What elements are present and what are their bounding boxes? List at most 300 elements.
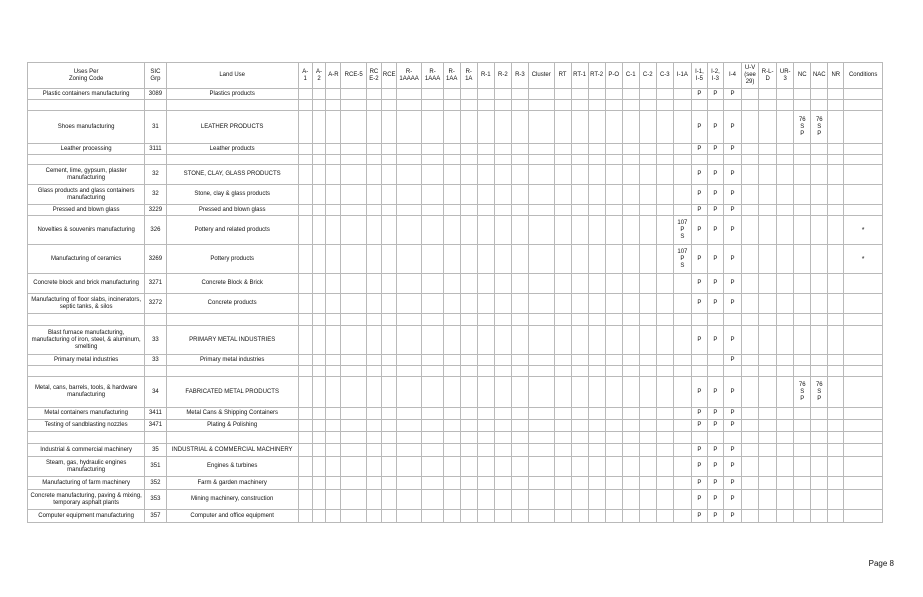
zone-cell bbox=[811, 144, 828, 155]
zone-cell bbox=[443, 314, 460, 326]
zone-cell bbox=[298, 420, 312, 432]
zone-cell bbox=[511, 294, 528, 314]
column-header: C-2 bbox=[639, 63, 656, 89]
zone-cell bbox=[639, 89, 656, 100]
zone-cell bbox=[443, 144, 460, 155]
conditions-cell bbox=[844, 89, 883, 100]
zone-cell bbox=[605, 377, 622, 408]
zone-cell bbox=[443, 274, 460, 294]
land-use-cell: PRIMARY METAL INDUSTRIES bbox=[166, 326, 298, 355]
zone-cell bbox=[622, 457, 639, 477]
zone-cell bbox=[673, 510, 691, 523]
zone-cell bbox=[588, 185, 605, 205]
zone-cell: P bbox=[707, 245, 723, 274]
zone-cell bbox=[460, 205, 477, 216]
zone-cell bbox=[794, 294, 811, 314]
zone-cell bbox=[673, 477, 691, 490]
zone-cell bbox=[759, 377, 777, 408]
zone-cell bbox=[588, 432, 605, 444]
conditions-cell bbox=[844, 432, 883, 444]
zone-cell bbox=[639, 100, 656, 111]
use-cell: Manufacturing of floor slabs, incinerators, septic tanks, & silos bbox=[28, 294, 145, 314]
zone-cell bbox=[312, 314, 326, 326]
zone-cell bbox=[298, 100, 312, 111]
zone-cell bbox=[588, 355, 605, 366]
zone-cell bbox=[656, 355, 673, 366]
zone-cell bbox=[777, 144, 794, 155]
conditions-cell bbox=[844, 274, 883, 294]
zone-cell bbox=[494, 432, 511, 444]
zone-cell bbox=[554, 294, 571, 314]
zone-cell bbox=[777, 366, 794, 377]
zone-cell bbox=[366, 366, 381, 377]
zone-cell bbox=[571, 510, 588, 523]
zone-cell bbox=[422, 89, 443, 100]
zone-cell bbox=[381, 245, 396, 274]
zone-cell bbox=[554, 185, 571, 205]
zone-cell bbox=[742, 155, 759, 165]
zone-cell bbox=[759, 205, 777, 216]
use-cell: Glass products and glass containers manufacturing bbox=[28, 185, 145, 205]
zone-cell bbox=[639, 155, 656, 165]
zone-cell bbox=[639, 216, 656, 245]
zone-cell bbox=[828, 294, 844, 314]
zone-cell bbox=[494, 111, 511, 144]
zone-cell bbox=[605, 245, 622, 274]
land-use-cell bbox=[166, 366, 298, 377]
zone-cell: P bbox=[707, 408, 723, 420]
zone-cell: P bbox=[691, 420, 707, 432]
column-header: SIC Grp bbox=[145, 63, 166, 89]
table-row bbox=[28, 314, 883, 326]
zone-cell bbox=[794, 420, 811, 432]
zone-cell bbox=[759, 477, 777, 490]
conditions-cell bbox=[844, 457, 883, 477]
zone-cell bbox=[828, 144, 844, 155]
zone-cell bbox=[605, 216, 622, 245]
zone-cell bbox=[673, 100, 691, 111]
zone-cell bbox=[511, 457, 528, 477]
column-header: R-3 bbox=[511, 63, 528, 89]
use-cell bbox=[28, 100, 145, 111]
zone-cell bbox=[326, 377, 341, 408]
zone-cell bbox=[673, 420, 691, 432]
sic-cell: 352 bbox=[145, 477, 166, 490]
zone-cell bbox=[811, 366, 828, 377]
zone-cell bbox=[381, 510, 396, 523]
zone-cell bbox=[759, 408, 777, 420]
zone-cell bbox=[656, 510, 673, 523]
land-use-cell: Pottery products bbox=[166, 245, 298, 274]
zone-cell bbox=[639, 326, 656, 355]
zone-cell bbox=[422, 294, 443, 314]
zone-cell bbox=[477, 274, 494, 294]
zone-cell bbox=[605, 205, 622, 216]
zone-cell bbox=[759, 457, 777, 477]
zone-cell bbox=[381, 144, 396, 155]
zone-cell bbox=[396, 457, 422, 477]
zone-cell: P bbox=[707, 144, 723, 155]
zone-cell bbox=[794, 432, 811, 444]
zone-cell bbox=[298, 432, 312, 444]
zone-cell bbox=[571, 420, 588, 432]
zone-cell bbox=[396, 408, 422, 420]
zone-cell bbox=[477, 408, 494, 420]
zone-cell bbox=[605, 490, 622, 510]
conditions-cell bbox=[844, 477, 883, 490]
zone-cell bbox=[326, 100, 341, 111]
table-row bbox=[28, 490, 883, 510]
zone-cell bbox=[759, 245, 777, 274]
zone-cell bbox=[312, 490, 326, 510]
zone-cell bbox=[794, 490, 811, 510]
sic-cell: 3272 bbox=[145, 294, 166, 314]
zone-cell bbox=[794, 165, 811, 185]
zone-cell bbox=[691, 155, 707, 165]
sic-cell: 32 bbox=[145, 165, 166, 185]
zone-cell: P bbox=[723, 457, 741, 477]
use-cell: Manufacturing of ceramics bbox=[28, 245, 145, 274]
zone-cell bbox=[554, 100, 571, 111]
zone-cell bbox=[366, 420, 381, 432]
column-header: NR bbox=[828, 63, 844, 89]
zone-cell bbox=[554, 245, 571, 274]
zone-cell bbox=[622, 377, 639, 408]
zone-cell bbox=[673, 144, 691, 155]
sic-cell: 357 bbox=[145, 510, 166, 523]
table-row bbox=[28, 185, 883, 205]
zone-cell bbox=[298, 165, 312, 185]
conditions-cell bbox=[844, 444, 883, 457]
table-row bbox=[28, 326, 883, 355]
zone-cell bbox=[460, 408, 477, 420]
zone-cell bbox=[742, 408, 759, 420]
zone-cell bbox=[326, 490, 341, 510]
zone-cell: P bbox=[707, 490, 723, 510]
zone-cell bbox=[673, 355, 691, 366]
zone-cell bbox=[571, 245, 588, 274]
zone-cell bbox=[794, 205, 811, 216]
zone-cell: P bbox=[723, 355, 741, 366]
sic-cell: 33 bbox=[145, 326, 166, 355]
zone-cell bbox=[811, 185, 828, 205]
zone-cell: 76 S P bbox=[811, 111, 828, 144]
zone-cell bbox=[554, 432, 571, 444]
sic-cell: 326 bbox=[145, 216, 166, 245]
zone-cell: P bbox=[707, 510, 723, 523]
zone-cell bbox=[366, 377, 381, 408]
zone-cell bbox=[366, 408, 381, 420]
zone-cell bbox=[639, 185, 656, 205]
zone-cell bbox=[396, 294, 422, 314]
zone-cell bbox=[554, 366, 571, 377]
use-cell: Manufacturing of farm machinery bbox=[28, 477, 145, 490]
zone-cell bbox=[605, 155, 622, 165]
zone-cell bbox=[759, 111, 777, 144]
use-cell: Blast furnace manufacturing, manufacturing of iron, steel, & aluminum, smelting bbox=[28, 326, 145, 355]
zone-cell bbox=[571, 314, 588, 326]
zone-cell bbox=[366, 457, 381, 477]
sic-cell: 3089 bbox=[145, 89, 166, 100]
zone-cell bbox=[511, 274, 528, 294]
zone-cell bbox=[494, 420, 511, 432]
zone-cell bbox=[396, 377, 422, 408]
use-cell: Cement, lime, gypsum, plaster manufacturing bbox=[28, 165, 145, 185]
zone-cell bbox=[494, 205, 511, 216]
zone-cell bbox=[443, 111, 460, 144]
conditions-cell bbox=[844, 355, 883, 366]
zone-cell bbox=[554, 326, 571, 355]
zone-cell bbox=[366, 111, 381, 144]
zone-cell bbox=[422, 165, 443, 185]
zone-cell bbox=[511, 155, 528, 165]
zone-cell bbox=[742, 510, 759, 523]
zone-cell bbox=[639, 355, 656, 366]
zone-cell bbox=[422, 185, 443, 205]
use-cell: Concrete manufacturing, paving & mixing, temporary asphalt plants bbox=[28, 490, 145, 510]
zone-cell: P bbox=[691, 245, 707, 274]
zone-cell bbox=[742, 165, 759, 185]
column-header: I-2, I-3 bbox=[707, 63, 723, 89]
conditions-cell bbox=[844, 408, 883, 420]
zone-cell bbox=[312, 111, 326, 144]
zone-cell bbox=[794, 408, 811, 420]
zone-cell bbox=[511, 366, 528, 377]
zone-cell bbox=[326, 355, 341, 366]
zone-cell: 76 S P bbox=[794, 111, 811, 144]
zone-cell bbox=[298, 457, 312, 477]
zone-cell bbox=[443, 444, 460, 457]
zone-cell bbox=[794, 355, 811, 366]
zone-cell bbox=[828, 326, 844, 355]
zone-cell bbox=[528, 490, 554, 510]
zone-cell bbox=[422, 245, 443, 274]
column-header: UR- 3 bbox=[777, 63, 794, 89]
zone-cell bbox=[656, 408, 673, 420]
zone-cell bbox=[528, 165, 554, 185]
zone-cell bbox=[477, 510, 494, 523]
use-cell bbox=[28, 155, 145, 165]
zone-cell bbox=[312, 165, 326, 185]
zone-cell: P bbox=[723, 274, 741, 294]
zone-cell bbox=[777, 216, 794, 245]
zone-cell bbox=[381, 457, 396, 477]
zone-cell bbox=[396, 144, 422, 155]
table-row bbox=[28, 432, 883, 444]
zone-cell bbox=[673, 366, 691, 377]
zone-cell bbox=[396, 477, 422, 490]
zone-cell: P bbox=[723, 477, 741, 490]
table-row bbox=[28, 457, 883, 477]
zone-cell: P bbox=[691, 205, 707, 216]
zone-cell bbox=[396, 100, 422, 111]
land-use-cell: Computer and office equipment bbox=[166, 510, 298, 523]
zone-cell bbox=[326, 457, 341, 477]
zone-cell bbox=[381, 89, 396, 100]
zone-cell bbox=[622, 111, 639, 144]
zone-cell bbox=[341, 89, 367, 100]
zone-cell bbox=[588, 165, 605, 185]
zone-cell bbox=[588, 245, 605, 274]
zone-cell bbox=[777, 490, 794, 510]
land-use-cell: INDUSTRIAL & COMMERCIAL MACHINERY bbox=[166, 444, 298, 457]
zone-cell bbox=[554, 420, 571, 432]
table-row bbox=[28, 444, 883, 457]
zone-cell bbox=[605, 165, 622, 185]
zone-cell bbox=[656, 216, 673, 245]
zone-cell bbox=[298, 314, 312, 326]
zone-cell bbox=[828, 274, 844, 294]
zone-cell bbox=[422, 205, 443, 216]
zone-cell bbox=[381, 216, 396, 245]
zone-cell bbox=[528, 314, 554, 326]
zone-cell: P bbox=[691, 165, 707, 185]
zone-cell bbox=[759, 366, 777, 377]
column-header: I-4 bbox=[723, 63, 741, 89]
zone-cell bbox=[588, 477, 605, 490]
zone-cell bbox=[326, 89, 341, 100]
zone-cell bbox=[656, 432, 673, 444]
zone-cell bbox=[511, 165, 528, 185]
zone-cell bbox=[528, 432, 554, 444]
use-cell bbox=[28, 314, 145, 326]
zone-cell bbox=[794, 216, 811, 245]
zone-cell bbox=[341, 377, 367, 408]
zone-cell bbox=[605, 457, 622, 477]
zone-cell: P bbox=[707, 294, 723, 314]
zone-cell bbox=[312, 216, 326, 245]
table-row bbox=[28, 420, 883, 432]
zone-cell: P bbox=[723, 165, 741, 185]
zone-cell bbox=[673, 155, 691, 165]
zone-cell bbox=[494, 477, 511, 490]
zone-cell bbox=[312, 420, 326, 432]
zone-cell bbox=[759, 355, 777, 366]
zone-cell bbox=[396, 274, 422, 294]
zone-cell bbox=[828, 111, 844, 144]
zone-cell bbox=[312, 457, 326, 477]
zone-cell: P bbox=[723, 377, 741, 408]
zone-cell bbox=[639, 408, 656, 420]
zone-cell bbox=[723, 432, 741, 444]
zone-cell bbox=[422, 366, 443, 377]
zone-cell bbox=[528, 408, 554, 420]
sic-cell: 351 bbox=[145, 457, 166, 477]
zone-cell bbox=[396, 366, 422, 377]
zone-cell: P bbox=[707, 216, 723, 245]
zone-cell bbox=[554, 89, 571, 100]
use-cell: Novelties & souvenirs manufacturing bbox=[28, 216, 145, 245]
zone-cell bbox=[742, 294, 759, 314]
column-header: R-1 bbox=[477, 63, 494, 89]
zone-cell: P bbox=[691, 326, 707, 355]
sic-cell: 3471 bbox=[145, 420, 166, 432]
zone-cell bbox=[759, 444, 777, 457]
column-header: Land Use bbox=[166, 63, 298, 89]
zone-cell bbox=[639, 432, 656, 444]
zone-cell bbox=[326, 165, 341, 185]
zone-cell bbox=[639, 294, 656, 314]
zone-cell bbox=[312, 274, 326, 294]
zone-cell bbox=[477, 89, 494, 100]
zone-cell bbox=[443, 326, 460, 355]
zone-cell bbox=[828, 444, 844, 457]
zone-cell bbox=[571, 490, 588, 510]
zone-cell bbox=[811, 205, 828, 216]
zone-cell bbox=[396, 205, 422, 216]
zone-cell bbox=[341, 165, 367, 185]
zone-cell bbox=[494, 444, 511, 457]
zone-cell: P bbox=[691, 510, 707, 523]
sic-cell: 34 bbox=[145, 377, 166, 408]
column-header: NAC bbox=[811, 63, 828, 89]
zone-cell: P bbox=[723, 420, 741, 432]
zone-cell bbox=[622, 477, 639, 490]
zone-cell bbox=[494, 377, 511, 408]
use-cell: Testing of sandblasting nozzles bbox=[28, 420, 145, 432]
zone-cell bbox=[341, 144, 367, 155]
zone-cell bbox=[605, 510, 622, 523]
zone-cell bbox=[511, 408, 528, 420]
zone-cell bbox=[691, 314, 707, 326]
zone-cell bbox=[571, 111, 588, 144]
zone-cell bbox=[528, 274, 554, 294]
zone-cell bbox=[828, 366, 844, 377]
zone-cell bbox=[381, 205, 396, 216]
zone-cell bbox=[828, 314, 844, 326]
zone-cell bbox=[396, 355, 422, 366]
zone-cell bbox=[777, 510, 794, 523]
zone-cell bbox=[312, 205, 326, 216]
zone-cell bbox=[477, 314, 494, 326]
zone-cell bbox=[673, 294, 691, 314]
zone-cell bbox=[777, 444, 794, 457]
zone-cell bbox=[777, 205, 794, 216]
zone-cell bbox=[707, 355, 723, 366]
zone-cell bbox=[312, 477, 326, 490]
zone-cell bbox=[811, 510, 828, 523]
zone-cell bbox=[759, 100, 777, 111]
zone-cell bbox=[460, 444, 477, 457]
zone-cell bbox=[605, 89, 622, 100]
zone-cell bbox=[298, 89, 312, 100]
zone-cell bbox=[443, 155, 460, 165]
column-header: R- 1A bbox=[460, 63, 477, 89]
zone-cell bbox=[396, 89, 422, 100]
zone-cell: P bbox=[691, 457, 707, 477]
zone-cell bbox=[312, 355, 326, 366]
column-header: RT-1 bbox=[571, 63, 588, 89]
column-header: A- 2 bbox=[312, 63, 326, 89]
zone-cell bbox=[477, 216, 494, 245]
zone-cell bbox=[554, 408, 571, 420]
zone-cell bbox=[381, 477, 396, 490]
sic-cell bbox=[145, 432, 166, 444]
zone-cell bbox=[494, 510, 511, 523]
zone-cell bbox=[381, 444, 396, 457]
table-row bbox=[28, 408, 883, 420]
land-use-cell: Stone, clay & glass products bbox=[166, 185, 298, 205]
zone-cell bbox=[298, 490, 312, 510]
zone-cell bbox=[656, 366, 673, 377]
zone-cell bbox=[443, 216, 460, 245]
zone-cell bbox=[622, 355, 639, 366]
sic-cell bbox=[145, 314, 166, 326]
sic-cell: 33 bbox=[145, 355, 166, 366]
zone-cell bbox=[341, 155, 367, 165]
sic-cell bbox=[145, 366, 166, 377]
zone-cell bbox=[460, 355, 477, 366]
